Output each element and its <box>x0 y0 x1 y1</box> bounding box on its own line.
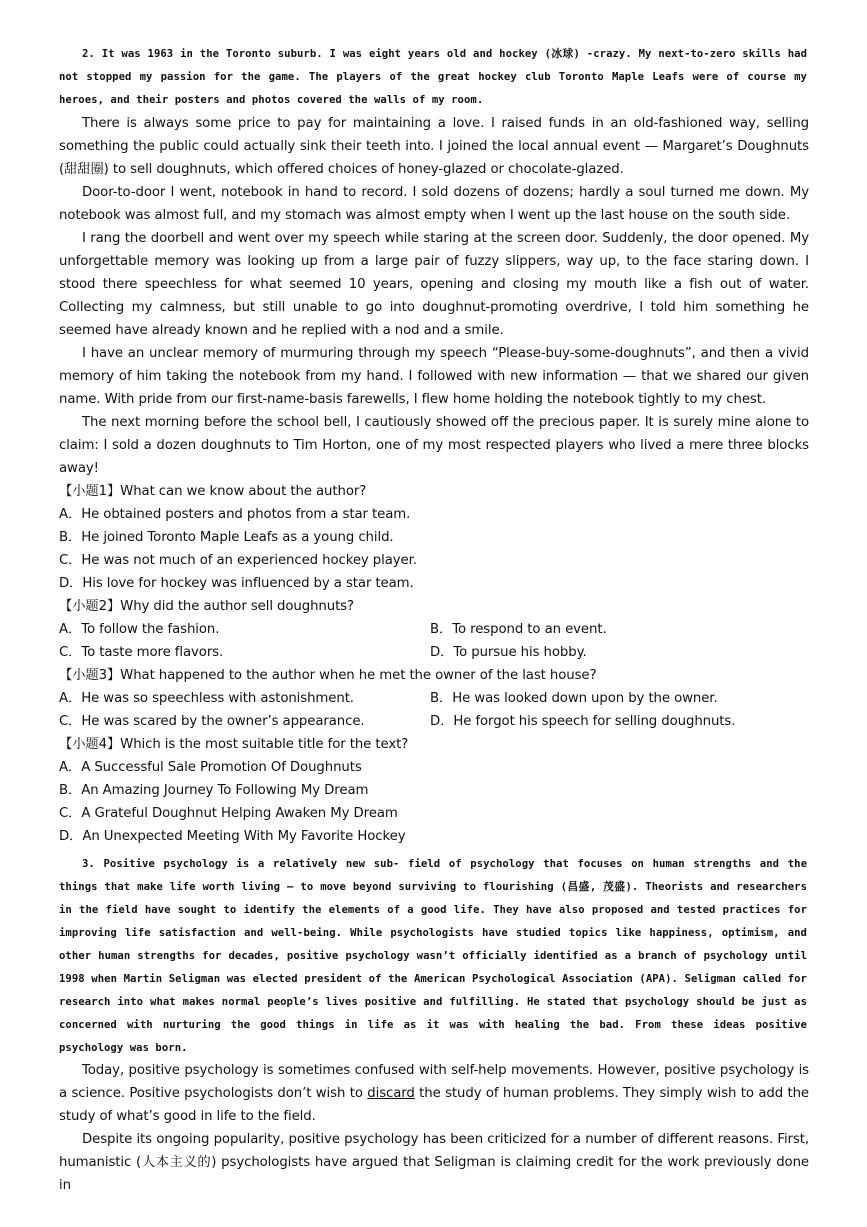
question-1-stem: 【小题1】What can we know about the author? <box>59 484 367 499</box>
passage-2-paragraph: I have an unclear memory of murmuring through my speech “Please-buy-some-doughnuts”, and then a vivid memory of him taking the notebook from my hand. I followed with new information — that we shared our given name. With pride from our first-name-basis farewells, I flew home holding the notebook tightly to my chest. <box>59 346 809 407</box>
underlined-word-discard: discard <box>367 1086 415 1101</box>
passage-2-body <box>59 112 809 848</box>
question-4-stem: 【小题4】Which is the most suitable title for the text? <box>59 737 409 752</box>
question-2-options-row-1 <box>59 618 809 641</box>
question-1-option-a: A．He obtained posters and photos from a star team. <box>59 507 411 522</box>
question-2-option-b: B．To respond to an event. <box>430 622 607 637</box>
question-2-option-a: A．To follow the fashion. <box>59 622 220 637</box>
question-3-options-row-1 <box>59 687 809 710</box>
question-2-stem: 【小题2】Why did the author sell doughnuts? <box>59 599 354 614</box>
question-1-option-b: B．He joined Toronto Maple Leafs as a young child. <box>59 530 394 545</box>
question-2-option-c: C．To taste more flavors. <box>59 645 224 660</box>
question-2-option-d: D．To pursue his hobby. <box>430 645 587 660</box>
passage-2-paragraph: The next morning before the school bell, I cautiously showed off the precious paper. It is surely mine alone to claim: I sold a dozen doughnuts to Tim Horton, one of my most respected players who lived a mere three blocks away! <box>59 415 809 476</box>
question-2-options-row-2 <box>59 641 809 664</box>
passage-2-paragraph: There is always some price to pay for maintaining a love. I raised funds in an old-fashioned way, selling something the public could actually sink their teeth into. I joined the local annual event — Margaret’s Doughnuts (甜甜圈) to sell doughnuts, which offered choices of honey-glazed or chocolate-glazed. <box>59 116 809 177</box>
question-3-options-row-2 <box>59 710 809 733</box>
question-3-option-c: C．He was scared by the owner’s appearance. <box>59 714 365 729</box>
passage-3-intro: 3. Positive psychology is a relatively new sub- field of psychology that focuses on human strengths and the things that make life worth living — to move beyond surviving to flourishing (昌盛, 茂盛). Theorists and researchers in the field have sought to identify the elements of a good life. They have also proposed and tested practices for improving life satisfaction and well-being. While psychologists have studied topics like happiness, optimism, and other human strengths for decades, positive psychology wasn’t officially identified as a branch of psychology until 1998 when Martin Seligman was elected president of the American Psychological Association (APA). Seligman called for research into what makes normal people’s lives positive and fulfilling. He stated that psychology should be just as concerned with nurturing the good things in life as it was with healing the bad. From these ideas positive psychology was born. <box>59 858 807 1054</box>
question-3-option-b: B．He was looked down upon by the owner. <box>430 691 718 706</box>
question-3-option-d: D．He forgot his speech for selling doughnuts. <box>430 714 736 729</box>
passage-3-paragraph-1 <box>59 1059 809 1128</box>
question-3-option-a: A．He was so speechless with astonishment. <box>59 691 354 706</box>
question-3-stem: 【小题3】What happened to the author when he met the owner of the last house? <box>59 668 597 683</box>
question-4-option-d: D．An Unexpected Meeting With My Favorite Hockey <box>59 829 406 844</box>
passage-3-paragraph-1-before: Today, positive psychology is sometimes confused with self-help movements. However, positive psychology is a science. Positive psychologists don’t wish to <box>59 1063 809 1101</box>
question-1-option-d: D．His love for hockey was influenced by a star team. <box>59 576 414 591</box>
passage-2-paragraph: Door-to-door I went, notebook in hand to record. I sold dozens of dozens; hardly a soul turned me down. My notebook was almost full, and my stomach was almost empty when I went up the last house on the south side. <box>59 185 809 223</box>
passage-3-paragraph-1-after: the study of human problems. They simply wish to add the study of what’s good in life to the field. <box>59 1086 809 1124</box>
question-4-option-a: A．A Successful Sale Promotion Of Doughnuts <box>59 760 362 775</box>
question-4-option-b: B．An Amazing Journey To Following My Dream <box>59 783 369 798</box>
question-1-option-c: C．He was not much of an experienced hockey player. <box>59 553 417 568</box>
passage-3-paragraph-2: Despite its ongoing popularity, positive psychology has been criticized for a number of different reasons. First, humanistic (人本主义的) psychologists have argued that Seligman is claiming credit for the work previously done in <box>59 1132 809 1193</box>
passage-2-intro: 2. It was 1963 in the Toronto suburb. I was eight years old and hockey (冰球) -crazy. My next-to-zero skills had not stopped my passion for the game. The players of the great hockey club Toronto Maple Leafs were of course my heroes, and their posters and photos covered the walls of my room. <box>59 48 807 106</box>
passage-2-paragraph: I rang the doorbell and went over my speech while staring at the screen door. Suddenly, the door opened. My unforgettable memory was looking up from a large pair of fuzzy slippers, way up, to the face staring down. I stood there speechless for what seemed 10 years, opening and closing my mouth like a fish out of water. Collecting my calmness, but still unable to go into doughnut-promoting overdrive, I told him something he seemed have already known and he replied with a nod and a smile. <box>59 231 809 338</box>
passage-3-body <box>59 1059 809 1197</box>
question-4-option-c: C．A Grateful Doughnut Helping Awaken My Dream <box>59 806 398 821</box>
